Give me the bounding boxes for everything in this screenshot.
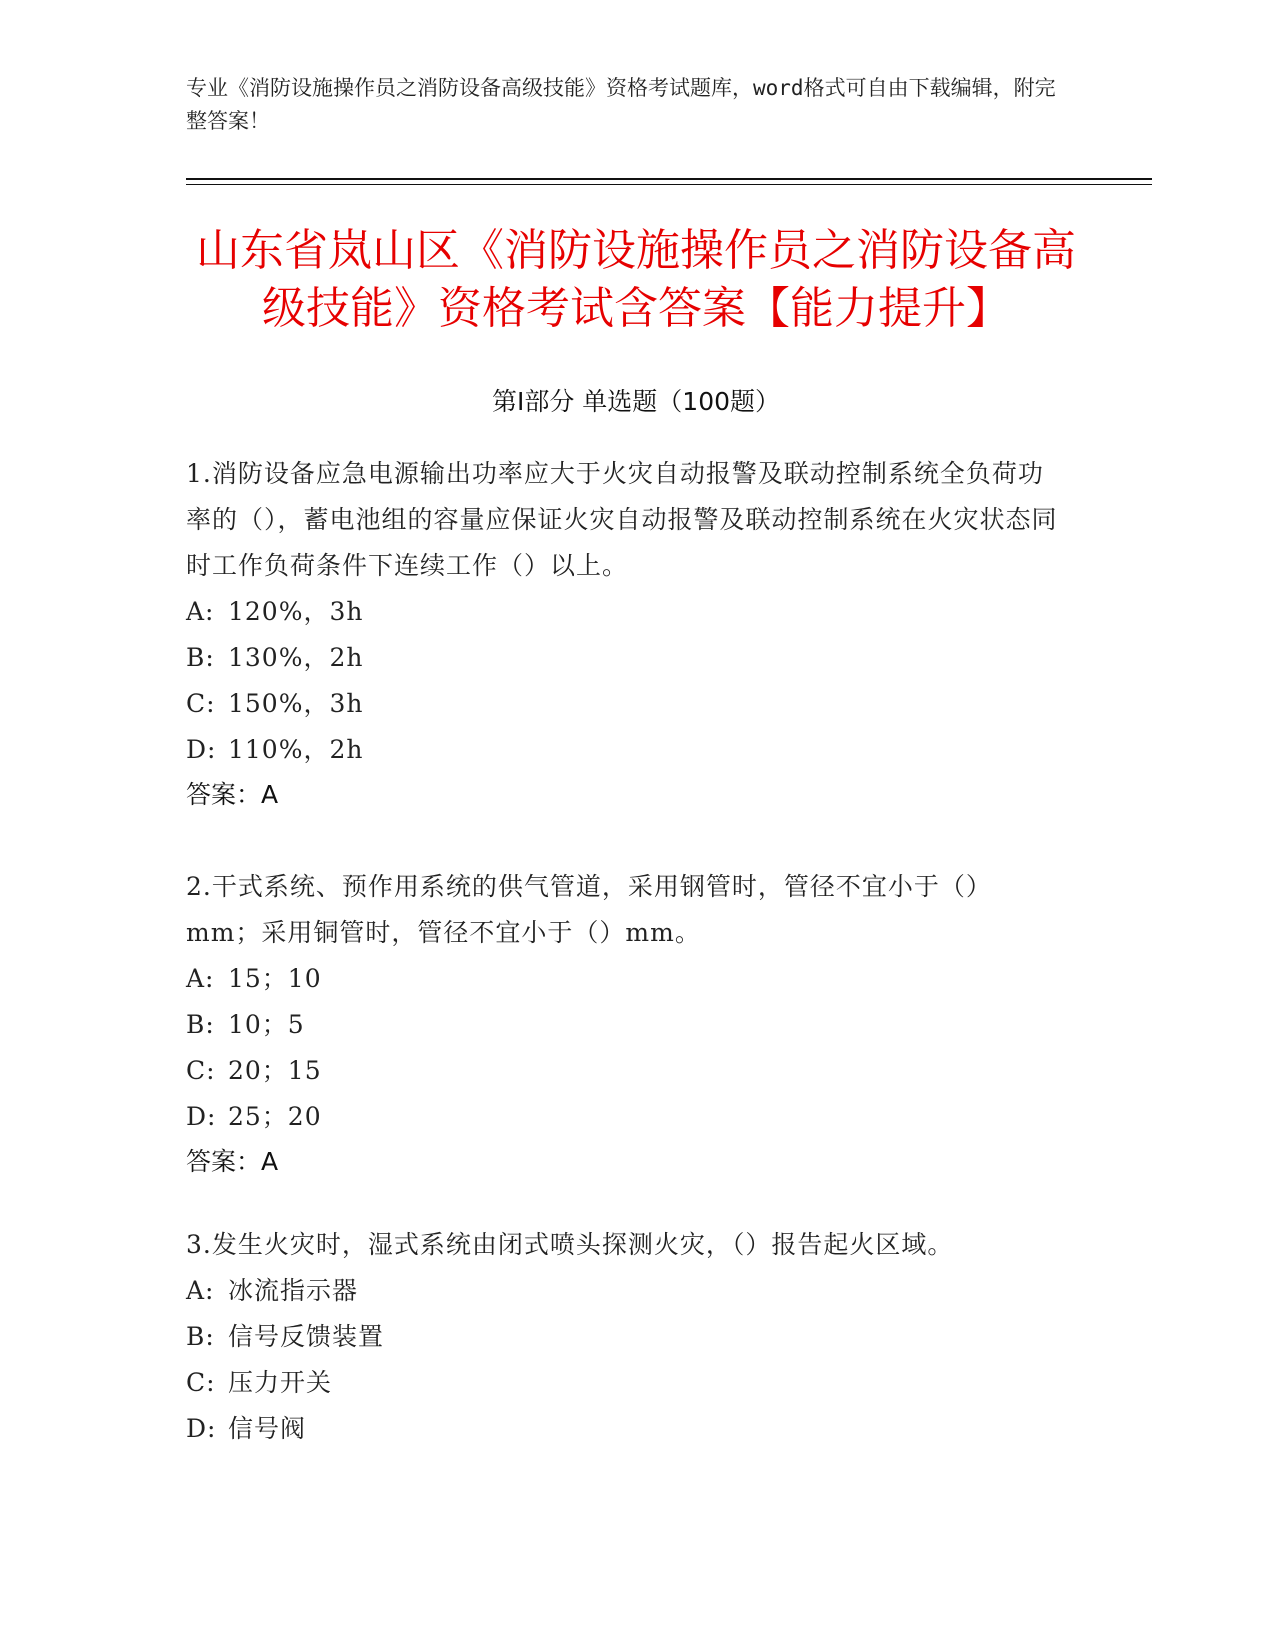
option-key: D: [186,1414,217,1443]
option-text: 110%，2h [228,735,364,764]
document-title: 山东省岚山区《消防设施操作员之消防设备高级技能》资格考试含答案【能力提升】 [196,225,1076,334]
option-a [186,1268,1066,1314]
option-text: 10；5 [228,1010,305,1039]
option-d [186,727,1066,773]
option-key: C: [186,689,216,718]
answer-line: 答案：A [186,780,279,809]
option-c [186,1360,1066,1406]
option-key: A: [186,1276,215,1305]
option-c [186,1048,1066,1094]
option-d [186,1094,1066,1140]
option-key: B: [186,1322,215,1351]
question-2 [186,864,1066,1184]
option-key: A: [186,597,215,626]
option-c [186,681,1066,727]
option-text: 150%，3h [228,689,364,718]
option-text: 130%，2h [228,643,364,672]
option-b [186,1002,1066,1048]
header-divider-thick [186,178,1152,180]
option-b [186,635,1066,681]
option-text: 压力开关 [228,1368,333,1397]
option-text: 信号反馈装置 [228,1322,385,1351]
option-key: B: [186,1010,215,1039]
option-key: D: [186,1102,217,1131]
answer-line: 答案：A [186,1147,279,1176]
question-stem: 2.干式系统、预作用系统的供气管道，采用钢管时，管径不宜小于（）mm；采用铜管时，管径不宜小于（）mm。 [186,872,992,947]
option-key: C: [186,1368,216,1397]
question-stem: 1.消防设备应急电源输出功率应大于火灾自动报警及联动控制系统全负荷功率的（），蓄电池组的容量应保证火灾自动报警及联动控制系统在火灾状态同时工作负荷条件下连续工作（）以上。 [186,459,1058,580]
option-key: B: [186,643,215,672]
header-divider-thin [186,184,1152,185]
option-a [186,589,1066,635]
option-a [186,956,1066,1002]
option-text: 25；20 [228,1102,322,1131]
option-text: 15；10 [228,964,322,993]
option-key: C: [186,1056,216,1085]
option-text: 20；15 [228,1056,322,1085]
option-key: A: [186,964,215,993]
option-d [186,1406,1066,1452]
header-note: 专业《消防设施操作员之消防设备高级技能》资格考试题库，word格式可自由下载编辑，附完整答案！ [186,76,1056,133]
option-text: 冰流指示器 [228,1276,359,1305]
question-stem: 3.发生火灾时，湿式系统由闭式喷头探测火灾，（）报告起火区域。 [186,1230,954,1259]
option-text: 信号阀 [228,1414,307,1443]
question-1 [186,451,1066,817]
option-key: D: [186,735,217,764]
option-text: 120%，3h [228,597,364,626]
option-b [186,1314,1066,1360]
question-3 [186,1222,1066,1452]
section-title: 第Ⅰ部分 单选题（100题） [491,387,781,416]
